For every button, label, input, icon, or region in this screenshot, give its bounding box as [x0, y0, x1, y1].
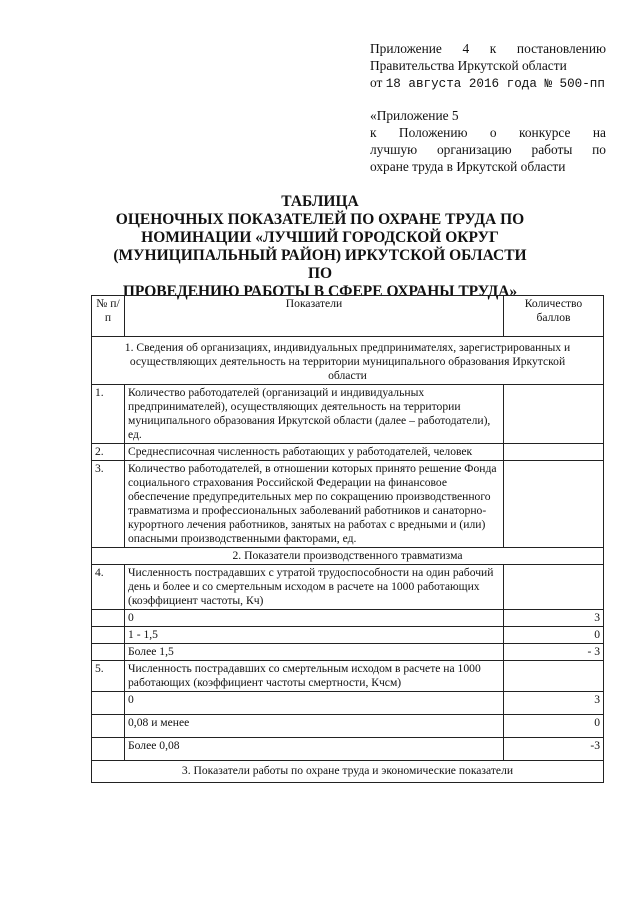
- title-line-2: ОЦЕНОЧНЫХ ПОКАЗАТЕЛЕЙ ПО ОХРАНЕ ТРУДА ПО: [115, 211, 525, 228]
- row-number: [92, 644, 125, 661]
- title-line-5: ПРОВЕДЕНИЮ РАБОТЫ В СФЕРЕ ОХРАНЫ ТРУДА»: [122, 283, 518, 300]
- title-line-3: НОМИНАЦИИ «ЛУЧШИЙ ГОРОДСКОЙ ОКРУГ: [141, 229, 499, 246]
- appendix-line-3: лучшую организацию работы по: [370, 142, 606, 157]
- row-number: 1.: [92, 385, 125, 444]
- table-row: [92, 738, 604, 761]
- row-indicator: Количество работодателей (организаций и индивидуальных предпринимателей), осуществляющих деятельность на территории муниципального образования Иркутской области (далее – работодатели), ед.: [125, 385, 504, 444]
- table-header-row: [92, 296, 604, 337]
- row-indicator: Численность пострадавших со смертельным исходом в расчете на 1000 работающих (коэффициент частоты смертности, Кчсм): [125, 661, 504, 692]
- table-row: [92, 644, 604, 661]
- table-row: [92, 565, 604, 610]
- row-number: [92, 692, 125, 715]
- row-number: [92, 738, 125, 761]
- header-line-1: Приложение 4 к постановлению: [370, 41, 606, 56]
- row-points: 0: [504, 627, 604, 644]
- row-points: -3: [504, 738, 604, 761]
- section-2-title: 2. Показатели производственного травматизма: [92, 548, 604, 565]
- title-line-4: (МУНИЦИПАЛЬНЫЙ РАЙОН) ИРКУТСКОЙ ОБЛАСТИ ПО: [113, 247, 527, 282]
- header-date-prefix: от: [370, 75, 383, 90]
- appendix-line-2: к Положению о конкурсе на: [370, 125, 606, 140]
- col-header-points: Количество баллов: [504, 296, 604, 337]
- row-points: 0: [504, 715, 604, 738]
- row-points: [504, 461, 604, 548]
- table-row: [92, 461, 604, 548]
- row-points: 3: [504, 610, 604, 627]
- appendix-reference: [370, 107, 606, 175]
- col-header-number: № п/п: [92, 296, 125, 337]
- section-3-title: 3. Показатели работы по охране труда и экономические показатели: [92, 761, 604, 783]
- section-row: [92, 337, 604, 385]
- appendix-line-1: «Приложение 5: [370, 108, 459, 123]
- row-indicator: Более 1,5: [125, 644, 504, 661]
- indicators-table: [91, 295, 604, 783]
- header-line-2: Правительства Иркутской области: [370, 58, 567, 73]
- row-number: [92, 715, 125, 738]
- row-points: [504, 385, 604, 444]
- row-number: 2.: [92, 444, 125, 461]
- col-header-indicator: Показатели: [125, 296, 504, 337]
- row-indicator: Более 0,08: [125, 738, 504, 761]
- appendix-line-4: охране труда в Иркутской области: [370, 159, 566, 174]
- row-points: [504, 661, 604, 692]
- section-1-title: 1. Сведения об организациях, индивидуальных предпринимателях, зарегистрированных и осуществляющих деятельность на территории муниципального образования Иркутской области: [92, 337, 604, 385]
- table-row: [92, 692, 604, 715]
- row-indicator: 1 - 1,5: [125, 627, 504, 644]
- document-title: [100, 193, 540, 301]
- row-indicator: Численность пострадавших с утратой трудоспособности на один рабочий день и более и со смертельным исходом в расчете на 1000 работающих (коэффициент частоты, Кч): [125, 565, 504, 610]
- header-date-number: 18 августа 2016 года № 500-пп: [385, 77, 605, 91]
- row-indicator: Количество работодателей, в отношении которых принято решение Фонда социального страхования Российской Федерации на финансовое обеспечение предупредительных мер по сокращению производственного травматизма и профессиональных заболеваний работников и санаторно-курортного лечения работников, занятых на работах с вредными и (или) опасными производственными факторами, ед.: [125, 461, 504, 548]
- table-row: [92, 444, 604, 461]
- row-number: [92, 627, 125, 644]
- row-indicator: 0: [125, 610, 504, 627]
- row-number: [92, 610, 125, 627]
- section-row: [92, 761, 604, 783]
- table-row: [92, 661, 604, 692]
- row-points: - 3: [504, 644, 604, 661]
- row-indicator: 0: [125, 692, 504, 715]
- title-line-1: ТАБЛИЦА: [281, 193, 359, 210]
- header-line-3: [370, 74, 606, 93]
- row-points: [504, 565, 604, 610]
- section-row: [92, 548, 604, 565]
- row-indicator: Среднесписочная численность работающих у работодателей, человек: [125, 444, 504, 461]
- resolution-reference: [370, 40, 606, 93]
- row-indicator: 0,08 и менее: [125, 715, 504, 738]
- table-row: [92, 610, 604, 627]
- row-number: 3.: [92, 461, 125, 548]
- row-number: 5.: [92, 661, 125, 692]
- row-points: [504, 444, 604, 461]
- row-number: 4.: [92, 565, 125, 610]
- table-row: [92, 627, 604, 644]
- row-points: 3: [504, 692, 604, 715]
- table-row: [92, 715, 604, 738]
- table-row: [92, 385, 604, 444]
